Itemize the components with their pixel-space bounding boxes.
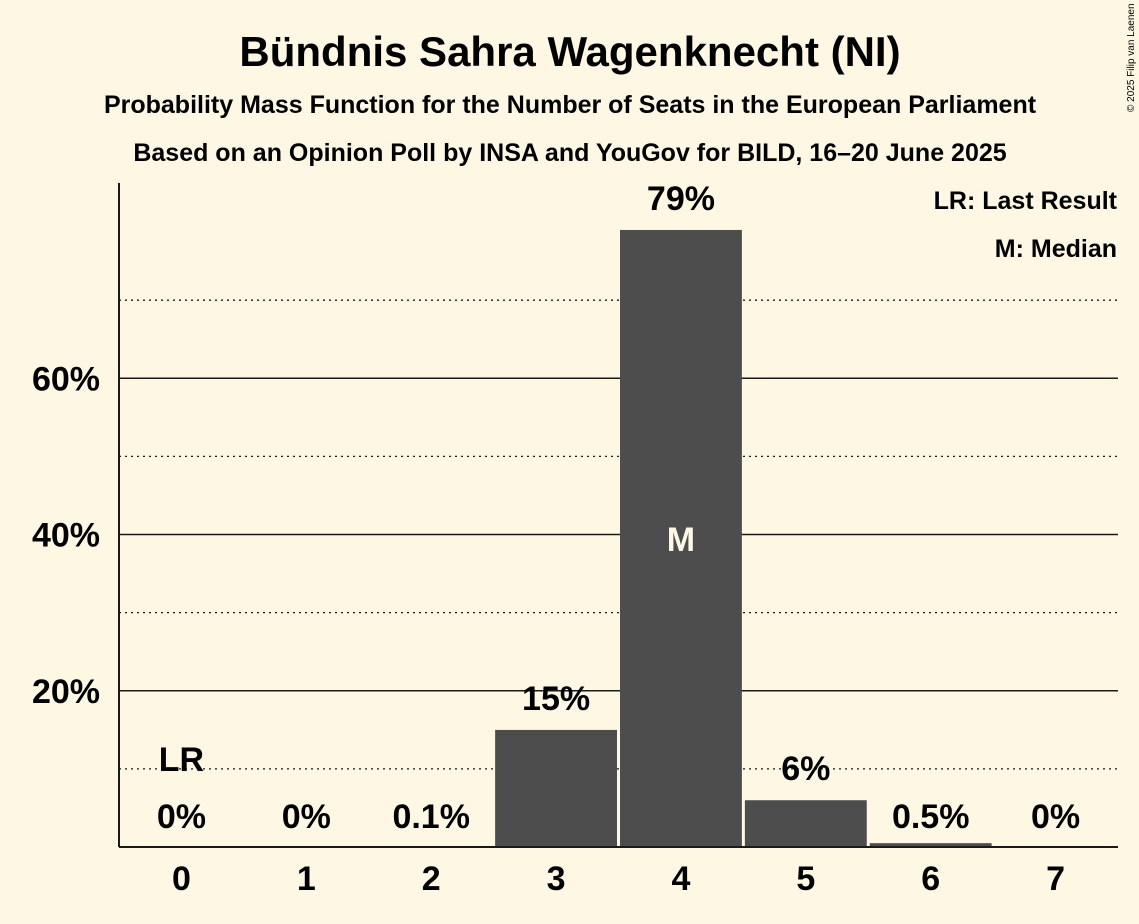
bar-5 bbox=[745, 800, 867, 847]
median-marker: M bbox=[666, 520, 696, 559]
value-label: 0% bbox=[1030, 798, 1081, 836]
bar-top-gap bbox=[744, 797, 868, 800]
chart-subtitle: Probability Mass Function for the Number of Seats in the European Parliament bbox=[103, 91, 1037, 119]
y-tick-label: 20% bbox=[31, 672, 100, 711]
x-tick-label: 3 bbox=[546, 860, 566, 898]
x-tick-label: 6 bbox=[921, 860, 941, 898]
y-tick-label: 40% bbox=[31, 516, 100, 555]
x-tick-label: 1 bbox=[296, 860, 316, 898]
grid-lines bbox=[119, 300, 1118, 769]
bar-top-gap bbox=[869, 840, 993, 843]
bar-top-gap bbox=[369, 843, 493, 846]
x-tick-label: 4 bbox=[671, 860, 691, 898]
value-label: 79% bbox=[646, 179, 715, 218]
value-label: 0% bbox=[281, 798, 331, 836]
chart-title: Bündnis Sahra Wagenknecht (NI) bbox=[239, 28, 901, 75]
x-tick-label: 0 bbox=[171, 860, 191, 898]
value-label: 15% bbox=[522, 679, 591, 718]
x-tick-label: 7 bbox=[1046, 860, 1066, 898]
legend-last-result: LR: Last Result bbox=[933, 187, 1117, 215]
value-label: 0.1% bbox=[392, 798, 470, 836]
value-label: 0% bbox=[156, 798, 207, 836]
copyright-text: © 2025 Filip van Laenen bbox=[1126, 3, 1137, 112]
data-labels bbox=[157, 180, 1080, 836]
value-label: 0.5% bbox=[891, 798, 970, 836]
y-tick-label: 60% bbox=[31, 360, 100, 399]
x-tick-label: 5 bbox=[796, 860, 816, 898]
value-label: 6% bbox=[781, 750, 831, 789]
bar-top-gap bbox=[494, 727, 618, 730]
legend-median: M: Median bbox=[994, 235, 1117, 263]
last-result-marker: LR bbox=[158, 741, 205, 779]
bar-3 bbox=[495, 730, 617, 847]
x-tick-label: 2 bbox=[421, 860, 441, 898]
chart-subtitle-poll: Based on an Opinion Poll by INSA and YouGov for BILD, 16–20 June 2025 bbox=[133, 139, 1007, 167]
bar-top-gap bbox=[619, 227, 743, 230]
